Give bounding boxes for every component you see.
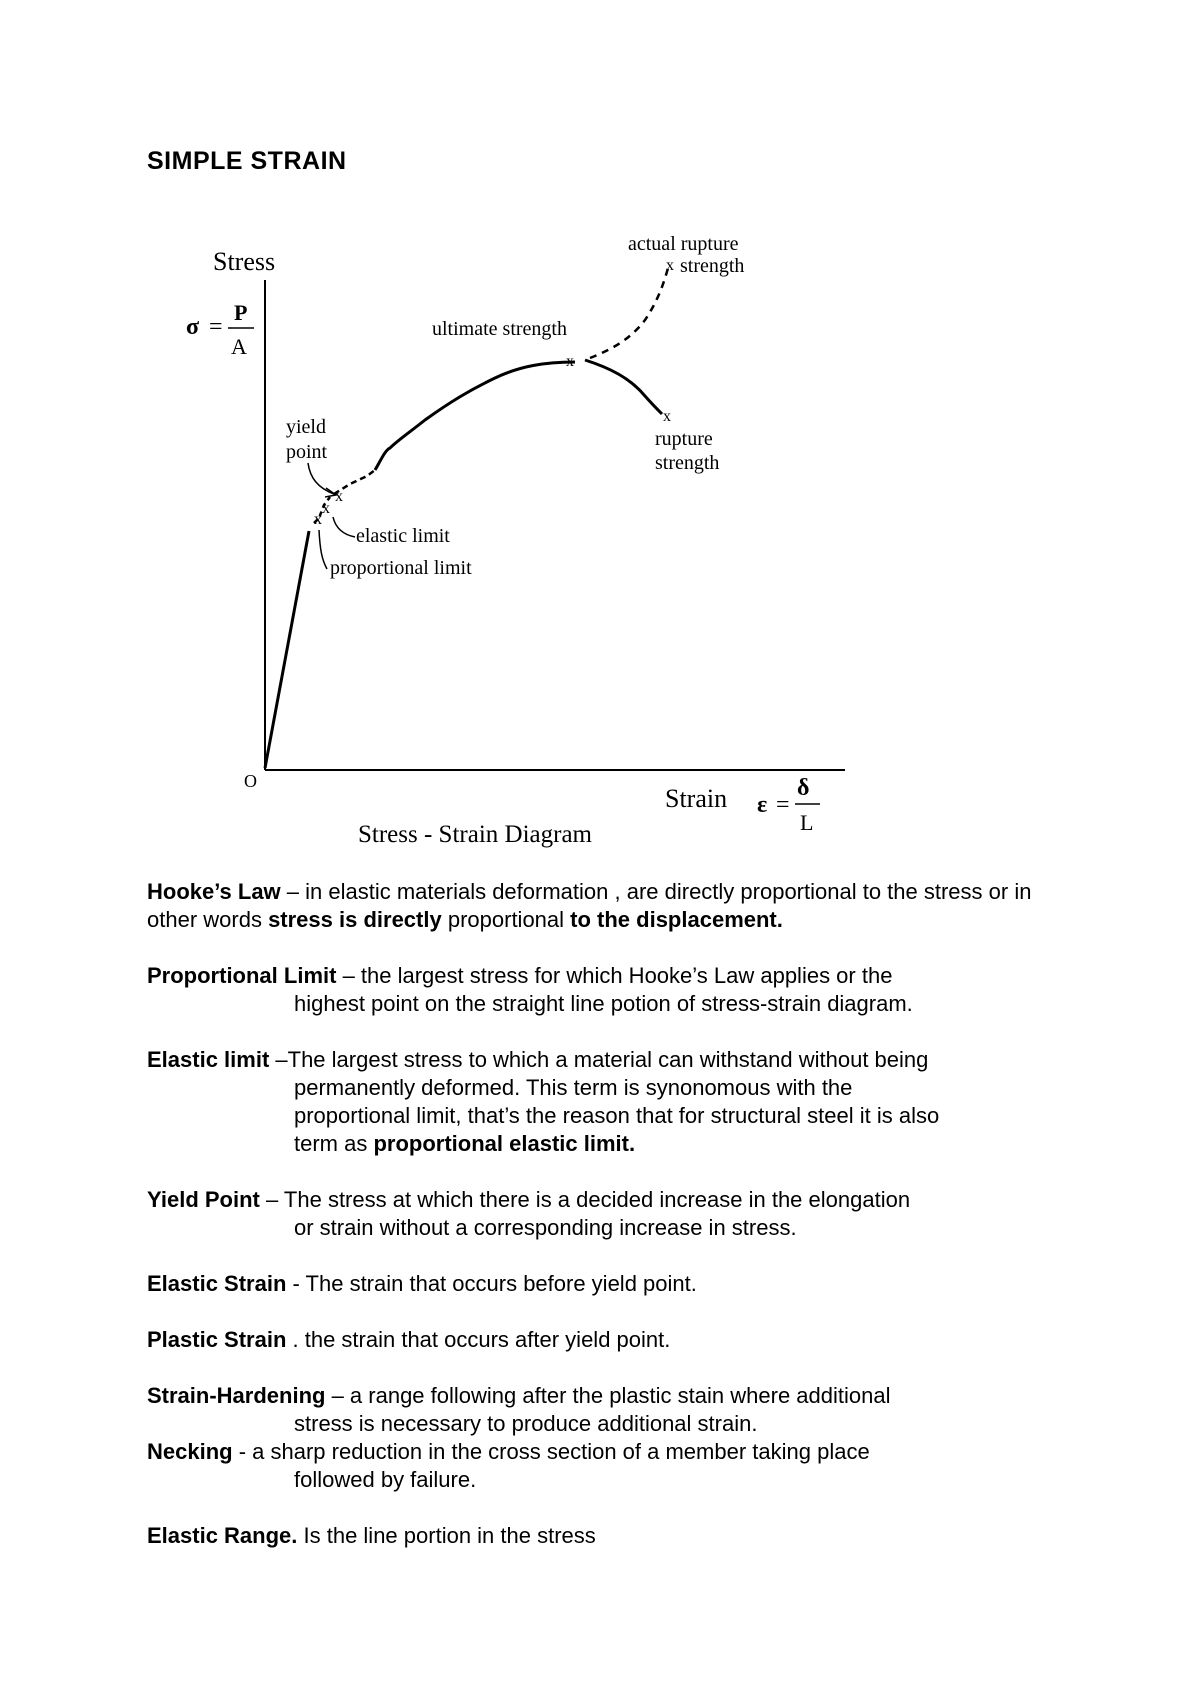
strain-numerator: δ xyxy=(797,775,810,801)
strain-hardening-line-2: stress is necessary to produce additional strain. xyxy=(294,1411,758,1436)
plastic-strain-text: . the strain that occurs after yield point. xyxy=(286,1327,671,1352)
strain-hardening-curve xyxy=(375,362,575,470)
stress-symbol: σ xyxy=(186,314,200,340)
elastic-limit-line-2: permanently deformed. This term is synonomous with the xyxy=(294,1075,853,1100)
def-hookes-law xyxy=(147,878,1087,934)
elastic-line xyxy=(265,531,309,768)
term-plastic-strain: Plastic Strain xyxy=(147,1327,287,1352)
actual-rupture-curve xyxy=(590,268,668,358)
def-plastic-strain xyxy=(147,1326,1087,1354)
label-rupture: rupture xyxy=(655,428,713,450)
hookes-text-2: proportional xyxy=(441,907,571,932)
label-elastic-limit: elastic limit xyxy=(356,525,450,547)
proportional-line-2: highest point on the straight line potion of stress-strain diagram. xyxy=(294,991,913,1016)
stress-numerator: P xyxy=(234,300,248,325)
elastic-limit-line-4: term as xyxy=(294,1131,374,1156)
marker-elastic-limit: x xyxy=(322,500,330,517)
label-actual-rupture: actual rupture xyxy=(628,233,739,255)
diagram-caption: Stress - Strain Diagram xyxy=(358,821,592,848)
label-proportional-limit: proportional limit xyxy=(330,557,472,579)
elastic-range-text: Is the line portion in the stress xyxy=(297,1523,596,1548)
hookes-text-1: – in elastic materials deformation , are directly proportional to the stress or in other words xyxy=(147,879,1032,932)
proportional-line-1: – the largest stress for which Hooke’s Law applies or the xyxy=(336,963,893,988)
page-title: SIMPLE STRAIN xyxy=(147,147,347,175)
elastic-limit-line-4-bold: proportional elastic limit. xyxy=(373,1131,636,1156)
def-proportional-limit xyxy=(147,962,1087,1018)
label-yield: yield xyxy=(286,416,326,438)
elastic-strain-text: - The strain that occurs before yield point. xyxy=(286,1271,697,1296)
term-elastic-strain: Elastic Strain xyxy=(147,1271,287,1296)
origin-label: O xyxy=(244,771,257,791)
necking-line-1: - a sharp reduction in the cross section of a member taking place xyxy=(232,1439,870,1464)
label-ultimate-strength: ultimate strength xyxy=(432,318,567,340)
label-rupture-strength: strength xyxy=(655,452,720,474)
elastic-limit-arrow xyxy=(333,517,355,537)
def-necking xyxy=(147,1438,1087,1494)
strain-symbol: ε xyxy=(757,792,768,818)
elastic-limit-line-1: –The largest stress to which a material can withstand without being xyxy=(269,1047,929,1072)
marker-rupture-strength: x xyxy=(663,408,671,425)
strain-hardening-line-1: – a range following after the plastic stain where additional xyxy=(325,1383,891,1408)
hookes-bold-1: stress is directly xyxy=(268,907,442,932)
yield-point-arrow xyxy=(308,463,334,494)
yield-line-1: – The stress at which there is a decided increase in the elongation xyxy=(259,1187,911,1212)
term-elastic-range: Elastic Range. xyxy=(147,1523,298,1548)
marker-yield-point: x xyxy=(335,488,343,505)
hookes-bold-2: to the displacement. xyxy=(570,907,783,932)
marker-actual-rupture: x xyxy=(666,257,674,274)
term-elastic-limit: Elastic limit xyxy=(147,1047,270,1072)
marker-proportional-limit: x xyxy=(314,511,322,528)
yield-line-2: or strain without a corresponding increase in stress. xyxy=(294,1215,797,1240)
stress-denominator: A xyxy=(231,334,247,359)
def-elastic-strain xyxy=(147,1270,1087,1298)
term-necking: Necking xyxy=(147,1439,233,1464)
stress-equals: = xyxy=(209,314,223,340)
definitions xyxy=(147,878,1087,1578)
def-yield-point xyxy=(147,1186,1087,1242)
x-axis-label: Strain xyxy=(665,784,728,813)
strain-equals: = xyxy=(776,792,790,818)
term-hookes-law: Hooke’s Law xyxy=(147,879,281,904)
term-yield-point: Yield Point xyxy=(147,1187,260,1212)
y-axis-label: Stress xyxy=(213,247,276,276)
def-strain-hardening xyxy=(147,1382,1087,1438)
label-actual-rupture-strength: strength xyxy=(680,255,745,277)
necking-line-2: followed by failure. xyxy=(294,1467,477,1492)
def-elastic-limit xyxy=(147,1046,1087,1158)
term-proportional-limit: Proportional Limit xyxy=(147,963,337,988)
proportional-limit-arrow xyxy=(319,530,327,569)
necking-curve xyxy=(585,360,662,414)
elastic-limit-line-3: proportional limit, that’s the reason that for structural steel it is also xyxy=(294,1103,940,1128)
def-elastic-range xyxy=(147,1522,1087,1550)
strain-denominator: L xyxy=(800,810,814,835)
marker-ultimate-strength: x xyxy=(566,353,574,370)
term-strain-hardening: Strain-Hardening xyxy=(147,1383,326,1408)
label-yield-point: point xyxy=(286,441,328,463)
